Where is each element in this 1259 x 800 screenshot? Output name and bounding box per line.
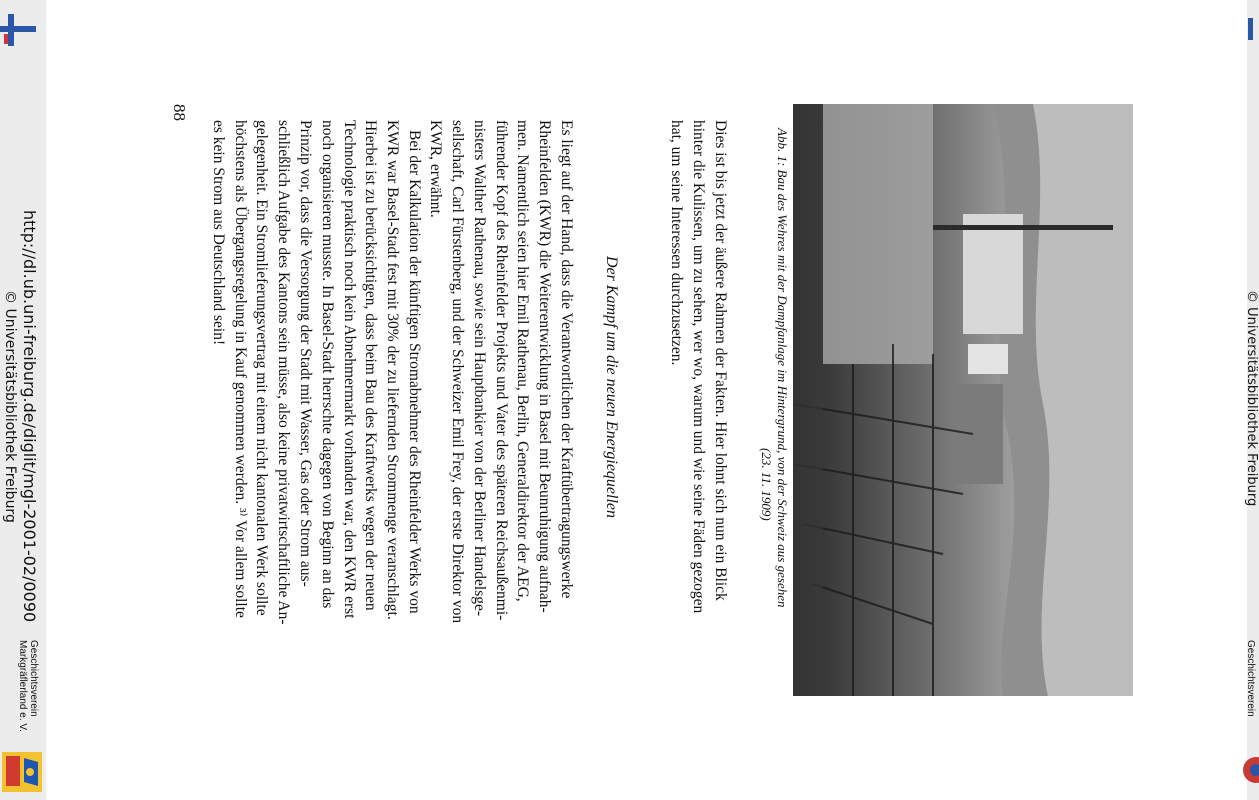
intro-line: hat, um seine Interessen durchzusetzen.	[668, 120, 686, 366]
paragraph-line: Technologie praktisch noch kein Abnehmermarkt vorhanden war, den KWR erst	[340, 120, 358, 619]
paragraph-line: KWR, erwähnt.	[427, 120, 445, 218]
right-edge-text: © Universitätsbibliothek Freiburg	[1244, 290, 1259, 507]
copyright-text: © Universitätsbibliothek Freiburg	[2, 290, 18, 523]
paragraph-line: Es liegt auf der Hand, dass die Verantwortlichen der Kraftübertragungswerke	[558, 120, 575, 599]
right-logo-icon	[1244, 18, 1259, 40]
weir-construction-photo	[793, 104, 1133, 696]
paragraph-line: Bei der Kalkulation der künftigen Stromabnehmer des Rheinfelder Werks von	[406, 130, 423, 614]
society-line-2: Markgräflerland e. V.	[17, 640, 28, 732]
caption-line-1: Abb. 1: Bau des Wehres mit der Dampfanlage im Hintergrund, von der Schweiz aus gesehen	[775, 128, 790, 608]
society-line-1: Geschichtsverein	[28, 640, 39, 717]
section-heading: Der Kampf um die neuen Energiequellen	[603, 256, 620, 519]
right-seal-icon	[1242, 752, 1259, 788]
paragraph-line: führender Kopf des Rheinfelder Projekts und Vater des späteren Reichsaußenmi-	[492, 120, 510, 621]
paragraph-line: KWR war Basel-Stadt fest mit 30% der zu liefernden Strommenge veranschlagt.	[384, 120, 402, 620]
paragraph-1	[424, 120, 577, 696]
society-name	[17, 640, 39, 732]
caption-line-2: (23. 11. 1909)	[759, 448, 774, 521]
paragraph-line: Hierbei ist zu berücksichtigen, dass beim Bau des Kraftwerks wegen der neuen	[362, 120, 380, 611]
library-logo-icon	[0, 10, 40, 50]
paragraph-line: nisters Walther Rathenau, sowie sein Hauptbankier von der Berliner Handelsge-	[470, 120, 488, 617]
paragraph-line: gelegenheit. Ein Stromlieferungsvertrag mit einem nicht kantonalen Werk sollte	[253, 120, 271, 616]
figure-caption	[758, 128, 790, 608]
coat-of-arms-icon	[2, 752, 42, 792]
right-edge-society: Geschichtsverein	[1245, 640, 1256, 717]
paragraph-line: Prinzip vor, dass die Versorgung der Stadt mit Wasser, Gas oder Strom aus-	[297, 120, 315, 587]
paragraph-line: höchstens als Übergangsregelung in Kauf genommen werden. ³⁾ Vor allem sollte	[231, 120, 249, 618]
paragraph-line: es kein Strom aus Deutschland sein!	[209, 120, 227, 346]
intro-line: Dies ist bis jetzt der äußere Rahmen der Fakten. Hier lohnt sich nun ein Blick	[712, 120, 729, 601]
document-url[interactable]: http://dl.ub.uni-freiburg.de/diglit/mgl-2001-02/0090	[20, 210, 39, 623]
paragraph-line: sellschaft, Carl Fürstenberg, und der Schweizer Emil Frey, der erste Direktor von	[449, 120, 467, 624]
paragraph-line: Rheinfelden (KWR) die Weiterentwicklung in Basel mit Beunruhigung aufnah-	[536, 120, 554, 613]
intro-paragraph	[666, 120, 731, 696]
paragraph-line: noch organisieren musste. In Basel-Stadt herrschte dagegen von Beginn an das	[318, 120, 336, 609]
paragraph-2	[207, 120, 425, 696]
page-number: 88	[170, 104, 189, 121]
intro-line: hinter die Kulissen, um zu sehen, wer wo, warum und wie seine Fäden gezogen	[690, 120, 708, 614]
paragraph-line: schließlich Aufgabe des Kantons sein müsse, also keine privatwirtschaftliche An-	[275, 120, 293, 625]
paragraph-line: men. Namentlich seien hier Emil Rathenau, Berlin, Generaldirektor der AEG,	[514, 120, 532, 602]
